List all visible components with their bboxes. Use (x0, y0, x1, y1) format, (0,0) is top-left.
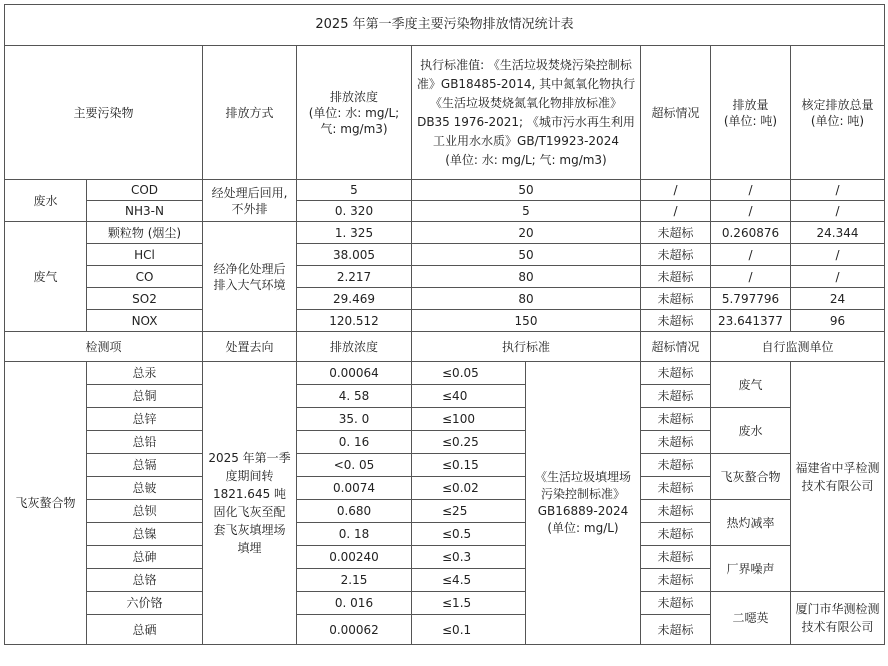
concentration-value: 2.217 (297, 266, 412, 288)
item-name: 总铍 (87, 477, 203, 500)
concentration-value: <0. 05 (297, 454, 412, 477)
monitor-item: 热灼减率 (711, 500, 791, 546)
header-quota: 核定排放总量 (单位: 吨) (791, 46, 885, 180)
exceed-status: 未超标 (641, 244, 711, 266)
concentration-value: 2.15 (297, 569, 412, 592)
exceed-status: / (641, 201, 711, 222)
emission-quota: 24 (791, 288, 885, 310)
item-name: 总铜 (87, 385, 203, 408)
header-method: 排放方式 (203, 46, 297, 180)
exceed-status: 未超标 (641, 288, 711, 310)
monitor-item: 废水 (711, 408, 791, 454)
pollutant-name: NOX (87, 310, 203, 332)
item-name: 总汞 (87, 362, 203, 385)
wastewater-method: 经处理后回用, 不外排 (203, 180, 297, 222)
header-disposal: 处置去向 (203, 332, 297, 362)
limit-value: ≤0.02 (412, 477, 526, 500)
item-name: 总铬 (87, 569, 203, 592)
standard-value: 50 (412, 244, 641, 266)
pollutant-statistics-sheet (4, 4, 884, 662)
limit-value: ≤100 (412, 408, 526, 431)
item-name: 总铅 (87, 431, 203, 454)
monitor-unit-2: 厦门市华测检测技术有限公司 (791, 592, 885, 645)
limit-value: ≤1.5 (412, 592, 526, 615)
header-pollutant: 主要污染物 (5, 46, 203, 180)
monitor-item: 废气 (711, 362, 791, 408)
pollutant-name: NH3-N (87, 201, 203, 222)
concentration-value: 120.512 (297, 310, 412, 332)
limit-value: ≤0.3 (412, 546, 526, 569)
standard-value: 5 (412, 201, 641, 222)
emission-amount: 0.260876 (711, 222, 791, 244)
header-item: 检测项 (5, 332, 203, 362)
concentration-value: 4. 58 (297, 385, 412, 408)
emission-amount: / (711, 244, 791, 266)
emission-quota: / (791, 266, 885, 288)
pollutant-table (4, 4, 885, 645)
limit-value: ≤0.5 (412, 523, 526, 546)
concentration-value: 0.00062 (297, 615, 412, 645)
monitor-item: 厂界噪声 (711, 546, 791, 592)
exceed-status: 未超标 (641, 222, 711, 244)
monitor-item: 二噁英 (711, 592, 791, 645)
item-name: 总镍 (87, 523, 203, 546)
limit-value: ≤0.1 (412, 615, 526, 645)
group-flyash: 飞灰螯合物 (5, 362, 87, 645)
concentration-value: 0. 320 (297, 201, 412, 222)
group-wastewater: 废水 (5, 180, 87, 222)
item-name: 六价铬 (87, 592, 203, 615)
item-name: 总镉 (87, 454, 203, 477)
concentration-value: 0. 18 (297, 523, 412, 546)
emission-quota: 24.344 (791, 222, 885, 244)
standard-value: 80 (412, 288, 641, 310)
exceed-status: 未超标 (641, 569, 711, 592)
concentration-value: 29.469 (297, 288, 412, 310)
item-name: 总锌 (87, 408, 203, 431)
emission-amount: / (711, 266, 791, 288)
concentration-value: 0. 016 (297, 592, 412, 615)
header-concentration: 排放浓度 (单位: 水: mg/L; 气: mg/m3) (297, 46, 412, 180)
concentration-value: 0.00064 (297, 362, 412, 385)
standard-value: 50 (412, 180, 641, 201)
standard-value: 150 (412, 310, 641, 332)
limit-value: ≤4.5 (412, 569, 526, 592)
emission-quota: / (791, 180, 885, 201)
exceed-status: / (641, 180, 711, 201)
header-exceed: 超标情况 (641, 46, 711, 180)
exceed-status: 未超标 (641, 385, 711, 408)
exceed-status: 未超标 (641, 431, 711, 454)
header-standard: 执行标准值: 《生活垃圾焚烧污染控制标准》GB18485-2014, 其中氮氧化物执行《生活垃圾焚烧氮氧化物排放标准》DB35 1976-2021; 《城市污水再生利用工业用水水质》GB/T19923-2024 (单位: 水: mg/L; 气: mg/m3) (412, 46, 641, 180)
exceed-status: 未超标 (641, 408, 711, 431)
limit-value: ≤0.15 (412, 454, 526, 477)
concentration-value: 5 (297, 180, 412, 201)
emission-amount: / (711, 201, 791, 222)
concentration-value: 1. 325 (297, 222, 412, 244)
concentration-value: 0. 16 (297, 431, 412, 454)
exceed-status: 未超标 (641, 362, 711, 385)
flyash-disposal: 2025 年第一季度期间转1821.645 吨固化飞灰至配套飞灰填埋场填埋 (203, 362, 297, 645)
standard-value: 20 (412, 222, 641, 244)
exceed-status: 未超标 (641, 615, 711, 645)
group-wastegas: 废气 (5, 222, 87, 332)
exceed-status: 未超标 (641, 523, 711, 546)
standard-value: 80 (412, 266, 641, 288)
concentration-value: 35. 0 (297, 408, 412, 431)
concentration-value: 0.680 (297, 500, 412, 523)
header-exceed-2: 超标情况 (641, 332, 711, 362)
concentration-value: 0.00240 (297, 546, 412, 569)
flyash-standard: 《生活垃圾填埋场污染控制标准》GB16889-2024 (单位: mg/L) (526, 362, 641, 645)
exceed-status: 未超标 (641, 500, 711, 523)
exceed-status: 未超标 (641, 592, 711, 615)
emission-quota: / (791, 201, 885, 222)
pollutant-name: COD (87, 180, 203, 201)
limit-value: ≤40 (412, 385, 526, 408)
table-title: 2025 年第一季度主要污染物排放情况统计表 (5, 5, 885, 46)
pollutant-name: HCl (87, 244, 203, 266)
limit-value: ≤0.25 (412, 431, 526, 454)
exceed-status: 未超标 (641, 477, 711, 500)
concentration-value: 38.005 (297, 244, 412, 266)
header-monitor: 自行监测单位 (711, 332, 885, 362)
item-name: 总硒 (87, 615, 203, 645)
header-amount: 排放量 (单位: 吨) (711, 46, 791, 180)
emission-quota: 96 (791, 310, 885, 332)
header-concentration-2: 排放浓度 (297, 332, 412, 362)
pollutant-name: CO (87, 266, 203, 288)
wastegas-method: 经净化处理后 排入大气环境 (203, 222, 297, 332)
limit-value: ≤0.05 (412, 362, 526, 385)
exceed-status: 未超标 (641, 546, 711, 569)
monitor-item: 飞灰螯合物 (711, 454, 791, 500)
item-name: 总钡 (87, 500, 203, 523)
monitor-unit-1: 福建省中孚检测技术有限公司 (791, 362, 885, 592)
concentration-value: 0.0074 (297, 477, 412, 500)
exceed-status: 未超标 (641, 454, 711, 477)
emission-amount: 23.641377 (711, 310, 791, 332)
header-standard-2: 执行标准 (412, 332, 641, 362)
limit-value: ≤25 (412, 500, 526, 523)
exceed-status: 未超标 (641, 310, 711, 332)
pollutant-name: SO2 (87, 288, 203, 310)
exceed-status: 未超标 (641, 266, 711, 288)
emission-amount: 5.797796 (711, 288, 791, 310)
pollutant-name: 颗粒物 (烟尘) (87, 222, 203, 244)
item-name: 总砷 (87, 546, 203, 569)
emission-amount: / (711, 180, 791, 201)
emission-quota: / (791, 244, 885, 266)
